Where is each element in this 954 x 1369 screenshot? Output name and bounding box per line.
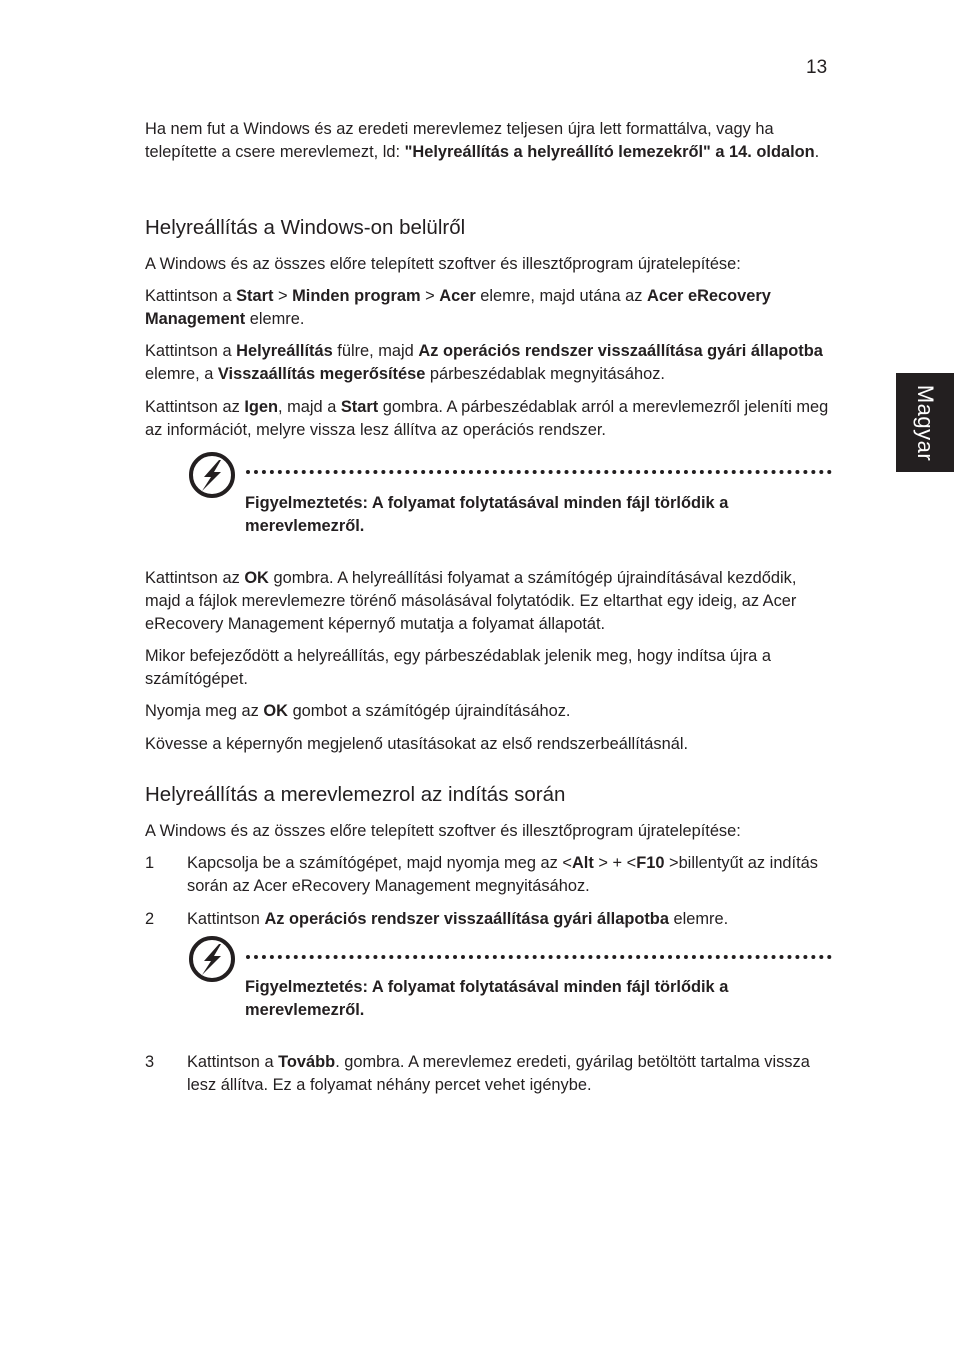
cross-reference-link: "Helyreállítás a helyreállító lemezekről" a 14. oldalon bbox=[404, 143, 815, 161]
warning-lightning-icon bbox=[188, 451, 236, 499]
list-number: 2 bbox=[145, 910, 155, 928]
list-item: Kattintson a Tovább. gombra. A merevlemez eredeti, gyárilag betöltött tartalma vissza lesz állítva. Ez a folyamat néhány percet vehet igénybe. bbox=[187, 1053, 810, 1094]
intro-paragraph bbox=[145, 118, 835, 164]
side-tab-label: Magyar bbox=[913, 384, 938, 461]
paragraph: Mikor befejeződött a helyreállítás, egy párbeszédablak jelenik meg, hogy indítsa újra a számítógépet. bbox=[145, 647, 771, 688]
list-number: 3 bbox=[145, 1053, 155, 1071]
paragraph: A Windows és az összes előre telepített szoftver és illesztőprogram újratelepítése: bbox=[145, 255, 741, 273]
warning-divider bbox=[246, 955, 832, 959]
text: . bbox=[814, 143, 820, 161]
section-heading-boot-recovery: Helyreállítás a merevlemezrol az indítás során bbox=[145, 783, 566, 806]
warning-divider bbox=[246, 470, 832, 474]
list-number: 1 bbox=[145, 854, 155, 872]
page-number: 13 bbox=[806, 57, 828, 78]
paragraph: Kattintson az Igen, majd a Start gombra. A párbeszédablak arról a merevlemezről jeleníti meg az információt, melyre vissza lesz állítva az operációs rendszer. bbox=[145, 398, 829, 439]
text: Ha nem fut a Windows és az eredeti merevlemez teljesen újra lett formattálva, vagy ha telepítette a csere merevlemezt, ld: bbox=[145, 120, 774, 161]
warning-lightning-icon bbox=[188, 935, 236, 983]
language-side-tab bbox=[896, 373, 954, 472]
paragraph: Kattintson a Helyreállítás fülre, majd Az operációs rendszer visszaállítása gyári állapotba elemre, a Visszaállítás megerősítése párbeszédablak megnyitásához. bbox=[145, 342, 823, 383]
warning-text: Figyelmeztetés: A folyamat folytatásával minden fájl törlődik a merevlemezről. bbox=[245, 978, 729, 1019]
section-heading-windows-recovery: Helyreállítás a Windows-on belülről bbox=[145, 216, 466, 239]
paragraph: Kattintson az OK gombra. A helyreállítási folyamat a számítógép újraindításával kezdődik, majd a fájlok merevlemezre törénő másolásával folytatódik. Ez eltarthat egy ideig, az Acer eRecovery Management képernyő mutatja a folyamat állapotát. bbox=[145, 569, 797, 633]
paragraph: Kattintson a Start > Minden program > Acer elemre, majd utána az Acer eRecovery Management elemre. bbox=[145, 287, 771, 328]
paragraph: Nyomja meg az OK gombot a számítógép újraindításához. bbox=[145, 702, 571, 720]
paragraph: Kövesse a képernyőn megjelenő utasításokat az első rendszerbeállításnál. bbox=[145, 735, 689, 753]
paragraph: A Windows és az összes előre telepített szoftver és illesztőprogram újratelepítése: bbox=[145, 822, 741, 840]
list-item: Kapcsolja be a számítógépet, majd nyomja meg az <Alt > + <F10 >billentyűt az indítás során az Acer eRecovery Management megnyitásához. bbox=[187, 854, 818, 895]
list-item: Kattintson Az operációs rendszer visszaállítása gyári állapotba elemre. bbox=[187, 910, 729, 928]
warning-text: Figyelmeztetés: A folyamat folytatásával minden fájl törlődik a merevlemezről. bbox=[245, 494, 729, 535]
